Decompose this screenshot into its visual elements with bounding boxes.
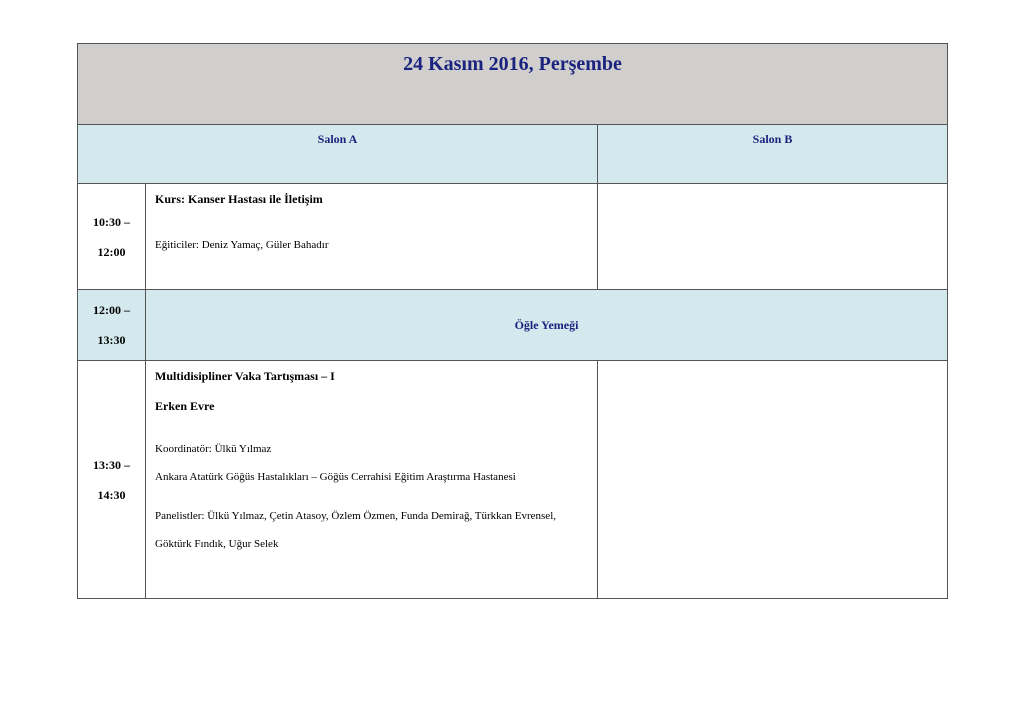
hall-header-row bbox=[78, 125, 948, 184]
time-start: 10:30 – bbox=[93, 214, 130, 229]
session-row-1 bbox=[78, 184, 948, 290]
hall-b-label: Salon B bbox=[752, 132, 793, 146]
session-3-content bbox=[146, 361, 598, 599]
session-title: Multidisipliner Vaka Tartışması – I bbox=[155, 369, 335, 383]
institution-text: Ankara Atatürk Göğüs Hastalıkları – Göğüs Cerrahisi Eğitim Araştırma Hastanesi bbox=[155, 471, 516, 483]
session-1-hall-b bbox=[598, 184, 948, 290]
hall-a-label: Salon A bbox=[317, 132, 358, 146]
time-end: 12:00 bbox=[97, 244, 126, 259]
time-cell-2 bbox=[78, 290, 146, 361]
lunch-label: Öğle Yemeği bbox=[514, 318, 579, 332]
title-cell bbox=[78, 44, 948, 125]
schedule-table bbox=[77, 43, 948, 599]
time-end: 13:30 bbox=[97, 333, 126, 347]
panelists-text: Panelistler: Ülkü Yılmaz, Çetin Atasoy, Özlem Özmen, Funda Demirağ, Türkkan Evrensel, Göktürk Fındık, Uğur Selek bbox=[155, 510, 557, 550]
time-end: 14:30 bbox=[97, 487, 126, 502]
time-cell-1 bbox=[78, 184, 146, 290]
time-start: 12:00 – bbox=[93, 303, 130, 317]
lunch-row bbox=[78, 290, 948, 361]
time-start: 13:30 – bbox=[93, 457, 130, 472]
trainers-text: Eğiticiler: Deniz Yamaç, Güler Bahadır bbox=[155, 239, 329, 251]
session-row-3 bbox=[78, 361, 948, 599]
lunch-cell bbox=[146, 290, 948, 361]
hall-b-header bbox=[598, 125, 948, 184]
session-1-content bbox=[146, 184, 598, 290]
title-row bbox=[78, 44, 948, 125]
coordinator-text: Koordinatör: Ülkü Yılmaz bbox=[155, 443, 272, 455]
hall-a-header bbox=[78, 125, 598, 184]
time-cell-3 bbox=[78, 361, 146, 599]
session-subtitle: Erken Evre bbox=[155, 399, 215, 413]
page-title: 24 Kasım 2016, Perşembe bbox=[403, 53, 622, 75]
session-3-hall-b bbox=[598, 361, 948, 599]
session-title: Kurs: Kanser Hastası ile İletişim bbox=[155, 192, 323, 206]
